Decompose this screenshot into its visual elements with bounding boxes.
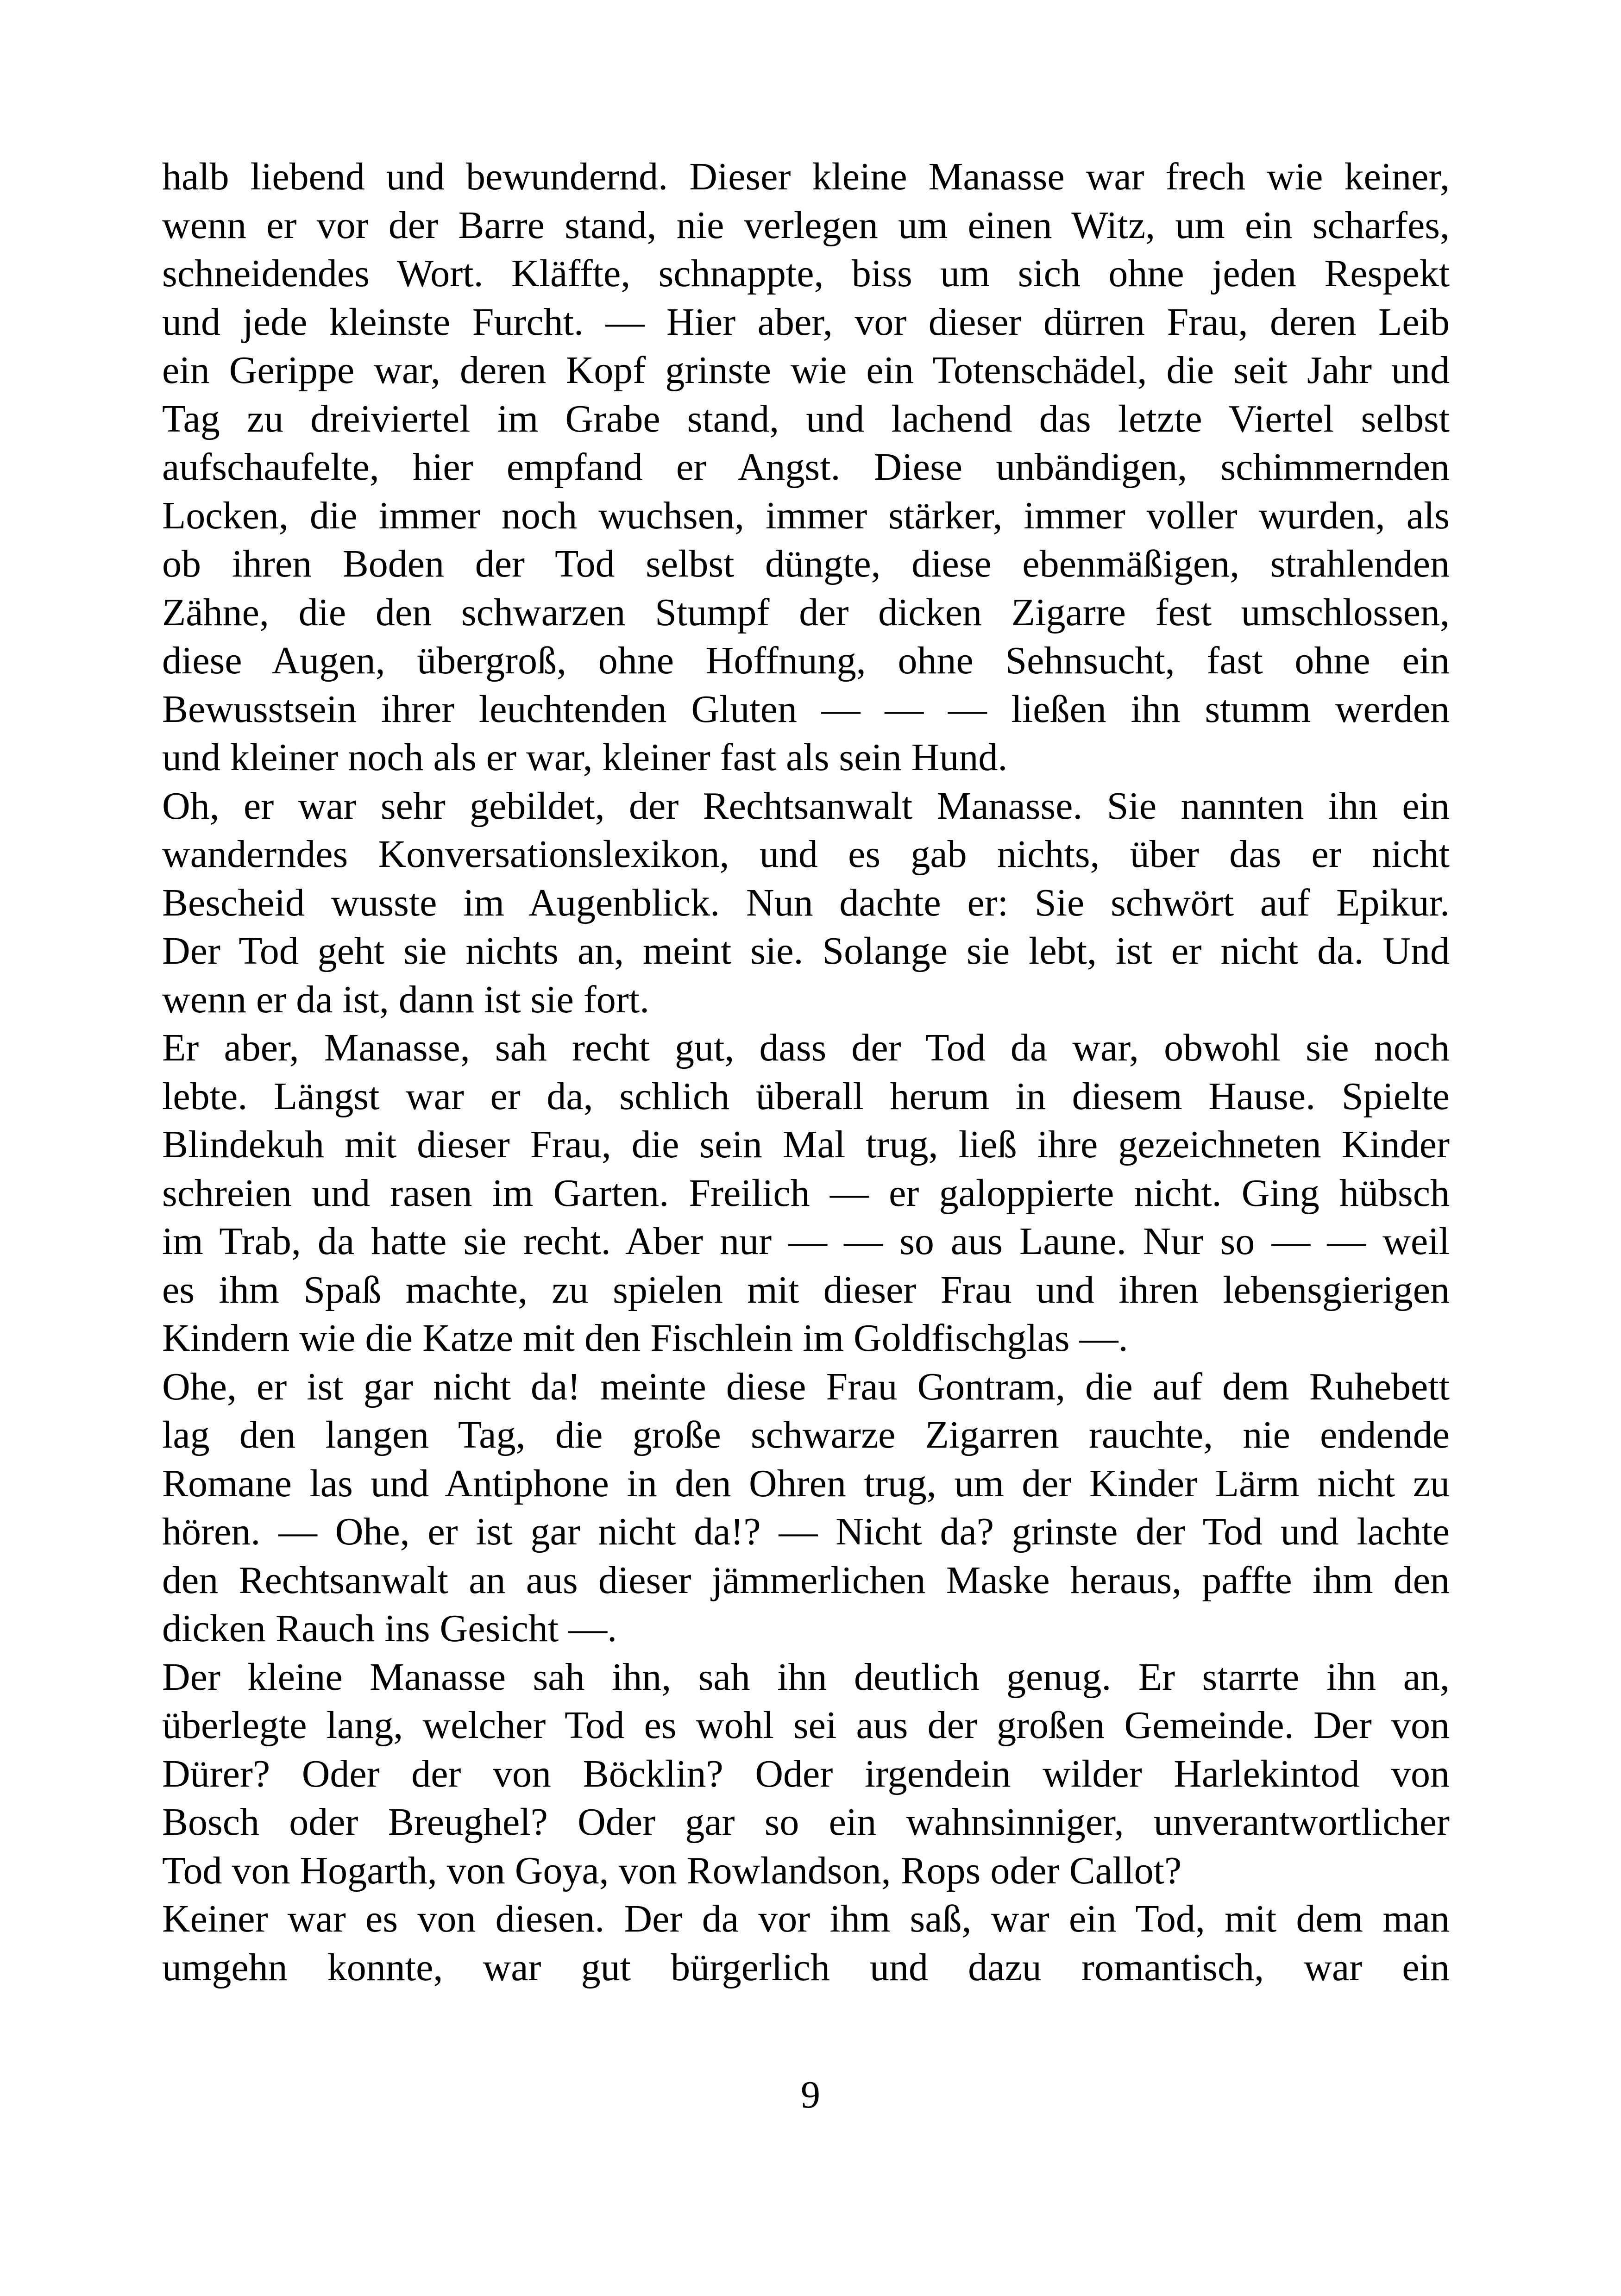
text-line: umgehn konnte, war gut bürgerlich und dazu romantisch, war ein <box>162 1945 1450 1989</box>
text-line: schreien und rasen im Garten. Freilich — er galoppierte nicht. Ging hübsch <box>162 1171 1450 1215</box>
text-line: wenn er vor der Barre stand, nie verlegen um einen Witz, um ein scharfes, <box>162 203 1450 247</box>
text-line: im Trab, da hatte sie recht. Aber nur — — so aus Laune. Nur so — — weil <box>162 1220 1450 1263</box>
text-line: Bosch oder Breughel? Oder gar so ein wahnsinniger, unverantwortlicher <box>162 1800 1450 1844</box>
text-line: ein Gerippe war, deren Kopf grinste wie ein Totenschädel, die seit Jahr und <box>162 349 1450 392</box>
text-line: überlegte lang, welcher Tod es wohl sei aus der großen Gemeinde. Der von <box>162 1704 1450 1747</box>
text-line: wenn er da ist, dann ist sie fort. <box>162 978 650 1021</box>
text-line: Der kleine Manasse sah ihn, sah ihn deutlich genug. Er starrte ihn an, <box>162 1655 1450 1699</box>
text-line: den Rechtsanwalt an aus dieser jämmerlichen Maske heraus, paffte ihm den <box>162 1558 1450 1602</box>
text-line: lag den langen Tag, die große schwarze Zigarren rauchte, nie endende <box>162 1413 1450 1456</box>
text-line: hören. — Ohe, er ist gar nicht da!? — Nicht da? grinste der Tod und lachte <box>162 1510 1450 1553</box>
text-line: dicken Rauch ins Gesicht —. <box>162 1607 617 1650</box>
text-line: Keiner war es von diesen. Der da vor ihm saß, war ein Tod, mit dem man <box>162 1897 1450 1940</box>
text-line: Bescheid wusste im Augenblick. Nun dachte er: Sie schwört auf Epikur. <box>162 881 1450 924</box>
text-line: Romane las und Antiphone in den Ohren trug, um der Kinder Lärm nicht zu <box>162 1462 1450 1505</box>
text-line: es ihm Spaß machte, zu spielen mit dieser Frau und ihren lebensgierigen <box>162 1268 1450 1311</box>
text-line: Ohe, er ist gar nicht da! meinte diese Frau Gontram, die auf dem Ruhebett <box>162 1365 1450 1408</box>
text-line: Locken, die immer noch wuchsen, immer stärker, immer voller wurden, als <box>162 494 1450 537</box>
text-line: ob ihren Boden der Tod selbst düngte, diese ebenmäßigen, strahlenden <box>162 542 1450 585</box>
text-line: schneidendes Wort. Kläffte, schnappte, biss um sich ohne jeden Respekt <box>162 252 1450 295</box>
text-line: Kindern wie die Katze mit den Fischlein im Goldfischglas —. <box>162 1317 1128 1360</box>
text-line: und jede kleinste Furcht. — Hier aber, vor dieser dürren Frau, deren Leib <box>162 300 1450 344</box>
text-line: Bewusstsein ihrer leuchtenden Gluten — — — ließen ihn stumm werden <box>162 687 1450 731</box>
text-line: Dürer? Oder der von Böcklin? Oder irgendein wilder Harlekintod von <box>162 1752 1450 1795</box>
text-line: diese Augen, übergroß, ohne Hoffnung, ohne Sehnsucht, fast ohne ein <box>162 639 1450 682</box>
text-line: Blindekuh mit dieser Frau, die sein Mal trug, ließ ihre gezeichneten Kinder <box>162 1123 1450 1166</box>
text-line: Der Tod geht sie nichts an, meint sie. Solange sie lebt, ist er nicht da. Und <box>162 929 1450 972</box>
body-text <box>162 153 1450 1992</box>
text-line: und kleiner noch als er war, kleiner fast als sein Hund. <box>162 736 1008 779</box>
text-line: wanderndes Konversationslexikon, und es gab nichts, über das er nicht <box>162 833 1450 876</box>
text-line: Tod von Hogarth, von Goya, von Rowlandson, Rops oder Callot? <box>162 1849 1182 1892</box>
text-line: Er aber, Manasse, sah recht gut, dass der Tod da war, obwohl sie noch <box>162 1026 1450 1069</box>
text-line: Tag zu dreiviertel im Grabe stand, und lachend das letzte Viertel selbst <box>162 397 1450 440</box>
text-line: halb liebend und bewundernd. Dieser kleine Manasse war frech wie keiner, <box>162 155 1450 198</box>
page-number: 9 <box>801 2073 820 2116</box>
text-line: Oh, er war sehr gebildet, der Rechtsanwalt Manasse. Sie nannten ihn ein <box>162 784 1450 828</box>
text-line: lebte. Längst war er da, schlich überall herum in diesem Hause. Spielte <box>162 1074 1450 1118</box>
text-line: Zähne, die den schwarzen Stumpf der dicken Zigarre fest umschlossen, <box>162 590 1450 634</box>
text-line: aufschaufelte, hier empfand er Angst. Diese unbändigen, schimmernden <box>162 445 1450 489</box>
